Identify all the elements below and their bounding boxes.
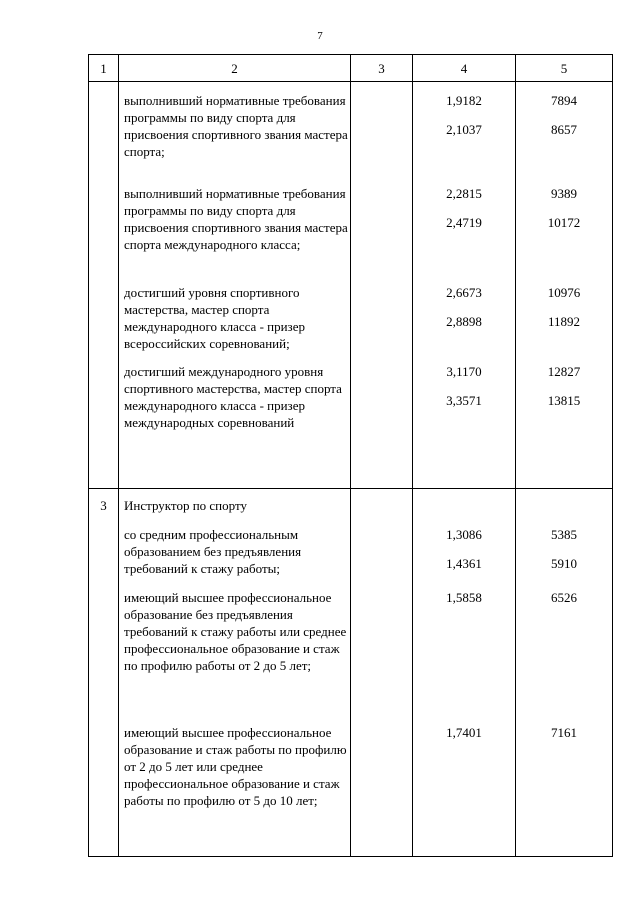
value: 1,3086: [446, 527, 482, 542]
value: 7894: [551, 93, 577, 108]
row-description: имеющий высшее профессиональное образование без предъявления требований к стажу работы или среднее профессиональное образование и стаж по профилю работы от 2 до 5 лет;: [124, 590, 347, 673]
row-description: выполнивший нормативные требования программы по виду спорта для присвоения спортивного звания мастера спорта;: [124, 93, 348, 159]
section-b-col5-cell: [516, 489, 613, 857]
value: 3,1170: [446, 364, 482, 379]
value-single: [516, 589, 612, 724]
section-b-col3-cell: [351, 489, 413, 857]
value: 10172: [547, 215, 581, 230]
value-pair: [516, 526, 612, 589]
section-b-col4-cell: [413, 489, 516, 857]
value: 5385: [551, 527, 577, 542]
header-col-1: 1: [89, 55, 119, 82]
value-pair: [413, 185, 515, 284]
section-a-col5-cell: [516, 82, 613, 489]
value-pair: [516, 363, 612, 409]
value: 2,2815: [446, 186, 482, 201]
value: 3,3571: [446, 393, 482, 408]
salary-table: [88, 54, 613, 857]
value: 8657: [551, 122, 577, 137]
row-description: имеющий высшее профессиональное образование и стаж работы по профилю от 2 до 5 лет или среднее профессиональное образование и стаж работы по профилю от 5 до 10 лет;: [124, 725, 347, 808]
value-pair: [516, 185, 612, 284]
value: 2,6673: [446, 285, 482, 300]
value-pair: [516, 92, 612, 185]
row-description: достигший уровня спортивного мастерства, мастер спорта международного класса - призер всероссийских соревнований;: [124, 285, 305, 351]
value-pair: [413, 363, 515, 409]
value: 12827: [547, 364, 581, 379]
section-a-description-cell: [119, 82, 351, 489]
section-b-description-cell: [119, 489, 351, 857]
value: 7161: [551, 725, 577, 740]
value: 11892: [547, 314, 581, 329]
header-col-2: 2: [119, 55, 351, 82]
value: 1,7401: [446, 725, 482, 740]
value-single: [413, 589, 515, 724]
value: 9389: [551, 186, 577, 201]
header-col-4: 4: [413, 55, 516, 82]
section-a-number-cell: [89, 82, 119, 489]
value-pair: [413, 526, 515, 589]
section-a-row: [89, 82, 613, 489]
section-b-row: [89, 489, 613, 857]
row-description: выполнивший нормативные требования программы по виду спорта для присвоения спортивного звания мастера спорта международного класса;: [124, 186, 348, 252]
section-b-number: 3: [89, 489, 119, 857]
header-col-5: 5: [516, 55, 613, 82]
value: 2,1037: [446, 122, 482, 137]
row-description: со средним профессиональным образованием без предъявления требований к стажу работы;: [124, 527, 302, 576]
value: 1,5858: [446, 590, 482, 605]
page-number: 7: [317, 30, 323, 42]
value-pair: [516, 284, 612, 363]
row-description: достигший международного уровня спортивного мастерства, мастер спорта международного класса - призер международных соревнований: [124, 364, 342, 430]
value-pair: [413, 284, 515, 363]
value: 6526: [551, 590, 577, 605]
value: 2,8898: [446, 314, 482, 329]
value-single: [413, 724, 515, 741]
section-a-col4-cell: [413, 82, 516, 489]
section-a-col3-cell: [351, 82, 413, 489]
value: 1,9182: [446, 93, 482, 108]
value-single: [516, 724, 612, 741]
value: 2,4719: [446, 215, 482, 230]
section-title: Инструктор по спорту: [124, 498, 247, 513]
value: 5910: [551, 556, 577, 571]
value-pair: [413, 92, 515, 185]
header-col-3: 3: [351, 55, 413, 82]
value: 10976: [547, 285, 581, 300]
value: 13815: [547, 393, 581, 408]
header-row: [89, 55, 613, 82]
value: 1,4361: [446, 556, 482, 571]
